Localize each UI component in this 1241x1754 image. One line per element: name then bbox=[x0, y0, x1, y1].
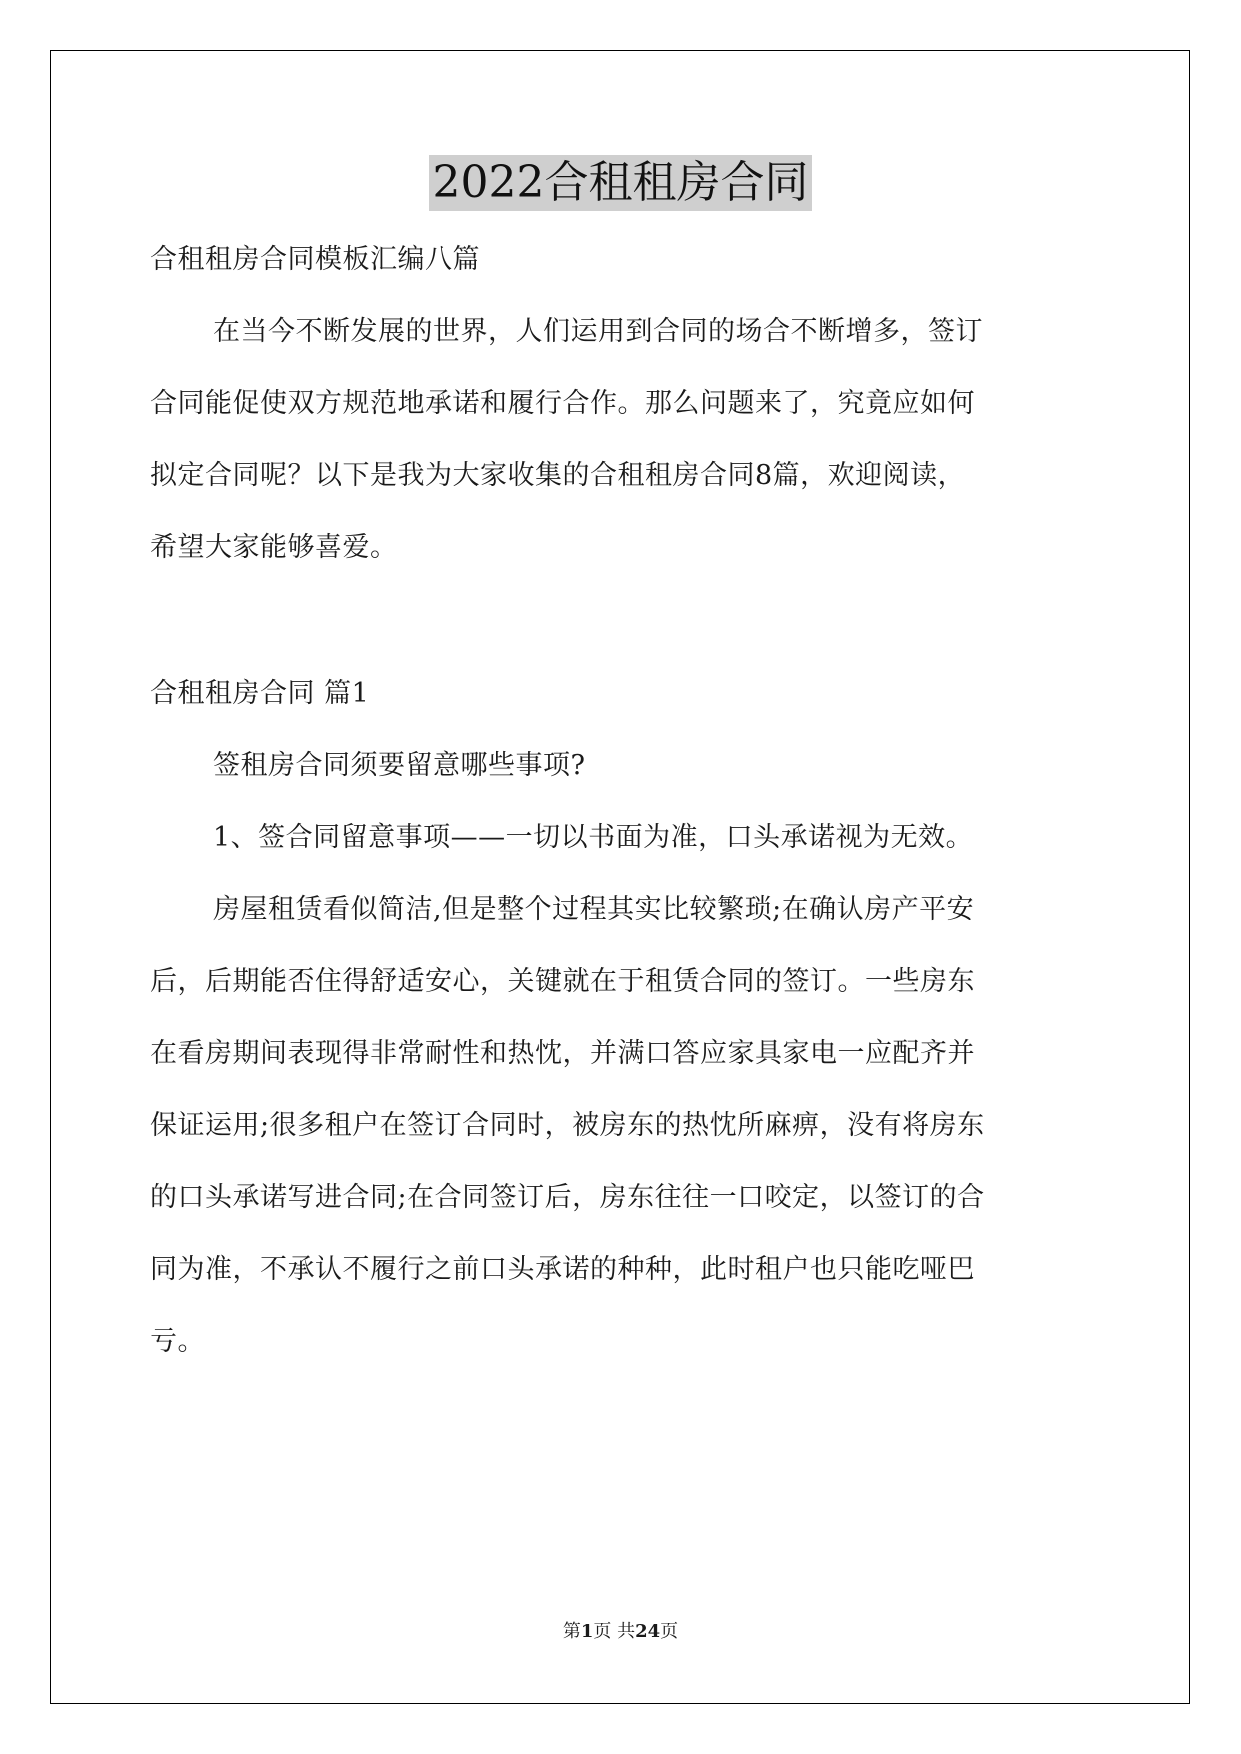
body-line: 保证运用;很多租户在签订合同时，被房东的热忱所麻痹，没有将房东 bbox=[150, 1110, 985, 1141]
body-line: 在看房期间表现得非常耐性和热忱，并满口答应家具家电一应配齐并 bbox=[150, 1038, 975, 1069]
body-line: 后，后期能否住得舒适安心，关键就在于租赁合同的签订。一些房东 bbox=[150, 966, 975, 997]
body-line: 房屋租赁看似简洁,但是整个过程其实比较繁琐;在确认房产平安 bbox=[213, 894, 975, 925]
body-line: 亏。 bbox=[150, 1326, 205, 1357]
document-title: 2022合租租房合同 bbox=[429, 155, 813, 211]
footer-prefix: 第 bbox=[562, 1621, 581, 1642]
footer-suffix: 页 bbox=[660, 1621, 679, 1642]
title-container bbox=[0, 155, 1241, 211]
intro-line: 拟定合同呢？以下是我为大家收集的合租租房合同8篇，欢迎阅读， bbox=[150, 460, 966, 491]
intro-line: 在当今不断发展的世界，人们运用到合同的场合不断增多，签订 bbox=[213, 316, 983, 347]
body-line: 的口头承诺写进合同;在合同签订后，房东往往一口咬定，以签订的合 bbox=[150, 1182, 985, 1213]
intro-line: 希望大家能够喜爱。 bbox=[150, 532, 398, 563]
intro-line: 合同能促使双方规范地承诺和履行合作。那么问题来了，究竟应如何 bbox=[150, 388, 975, 419]
point-line: 1、签合同留意事项——一切以书面为准，口头承诺视为无效。 bbox=[213, 822, 974, 853]
page-footer bbox=[0, 1620, 1241, 1644]
page-border bbox=[50, 50, 1190, 1704]
section-heading: 合租租房合同 篇1 bbox=[150, 678, 370, 709]
question-line: 签租房合同须要留意哪些事项? bbox=[213, 750, 586, 781]
footer-mid: 页 共 bbox=[593, 1621, 636, 1642]
document-subtitle: 合租租房合同模板汇编八篇 bbox=[150, 244, 480, 275]
body-line: 同为准，不承认不履行之前口头承诺的种种，此时租户也只能吃哑巴 bbox=[150, 1254, 975, 1285]
footer-total-pages: 24 bbox=[635, 1621, 661, 1642]
footer-page-number: 1 bbox=[580, 1621, 594, 1642]
